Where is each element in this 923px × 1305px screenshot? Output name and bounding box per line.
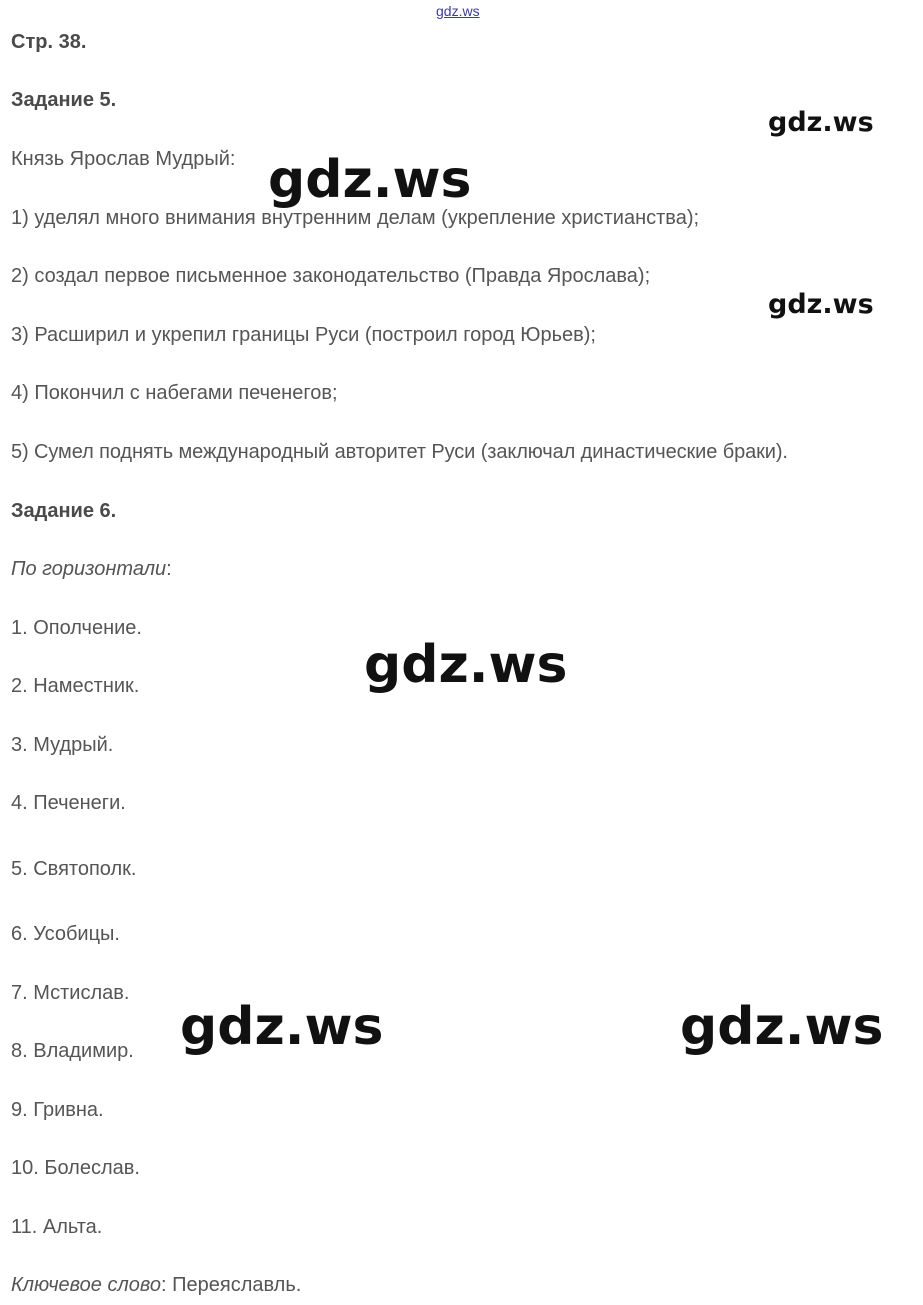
watermark-large: gdz.ws <box>268 150 472 210</box>
crossword-answer: 3. Мудрый. <box>11 734 114 756</box>
crossword-answer: 2. Наместник. <box>11 675 140 697</box>
crossword-answer: 11. Альта. <box>11 1216 103 1238</box>
task5-intro: Князь Ярослав Мудрый: <box>11 148 236 170</box>
task5-item: 3) Расширил и укрепил границы Руси (построил город Юрьев); <box>11 324 596 346</box>
crossword-answer: 9. Гривна. <box>11 1099 104 1121</box>
crossword-answer: 5. Святополк. <box>11 858 137 880</box>
keyword-line <box>11 1273 301 1297</box>
task5-item: 5) Сумел поднять международный авторитет Руси (заключал династические браки). <box>11 441 788 463</box>
task5-item: 4) Покончил с набегами печенегов; <box>11 382 338 404</box>
crossword-answer: 1. Ополчение. <box>11 617 142 639</box>
watermark-large: gdz.ws <box>364 635 568 695</box>
task6-heading: Задание 6. <box>11 500 117 522</box>
crossword-answer: 10. Болеслав. <box>11 1157 140 1179</box>
horizontal-label-text: По горизонтали <box>11 558 167 580</box>
keyword-value: : Переяславль. <box>161 1274 302 1296</box>
crossword-answer: 7. Мстислав. <box>11 982 130 1004</box>
task5-item: 1) уделял много внимания внутренним делам (укрепление христианства); <box>11 207 700 229</box>
task5-heading: Задание 5. <box>11 89 117 111</box>
header-watermark: gdz.ws <box>436 3 480 19</box>
task6-horizontal-label <box>11 557 172 581</box>
watermark-small: gdz.ws <box>768 107 874 138</box>
crossword-answer: 6. Усобицы. <box>11 923 120 945</box>
page-label: Стр. 38. <box>11 31 87 53</box>
watermark-large: gdz.ws <box>680 997 884 1057</box>
keyword-label: Ключевое слово <box>11 1274 162 1296</box>
watermark-large: gdz.ws <box>180 997 384 1057</box>
crossword-answer: 4. Печенеги. <box>11 792 126 814</box>
watermark-small: gdz.ws <box>768 289 874 320</box>
horizontal-label-colon: : <box>166 558 172 580</box>
task5-item: 2) создал первое письменное законодательство (Правда Ярослава); <box>11 265 651 287</box>
crossword-answer: 8. Владимир. <box>11 1040 134 1062</box>
